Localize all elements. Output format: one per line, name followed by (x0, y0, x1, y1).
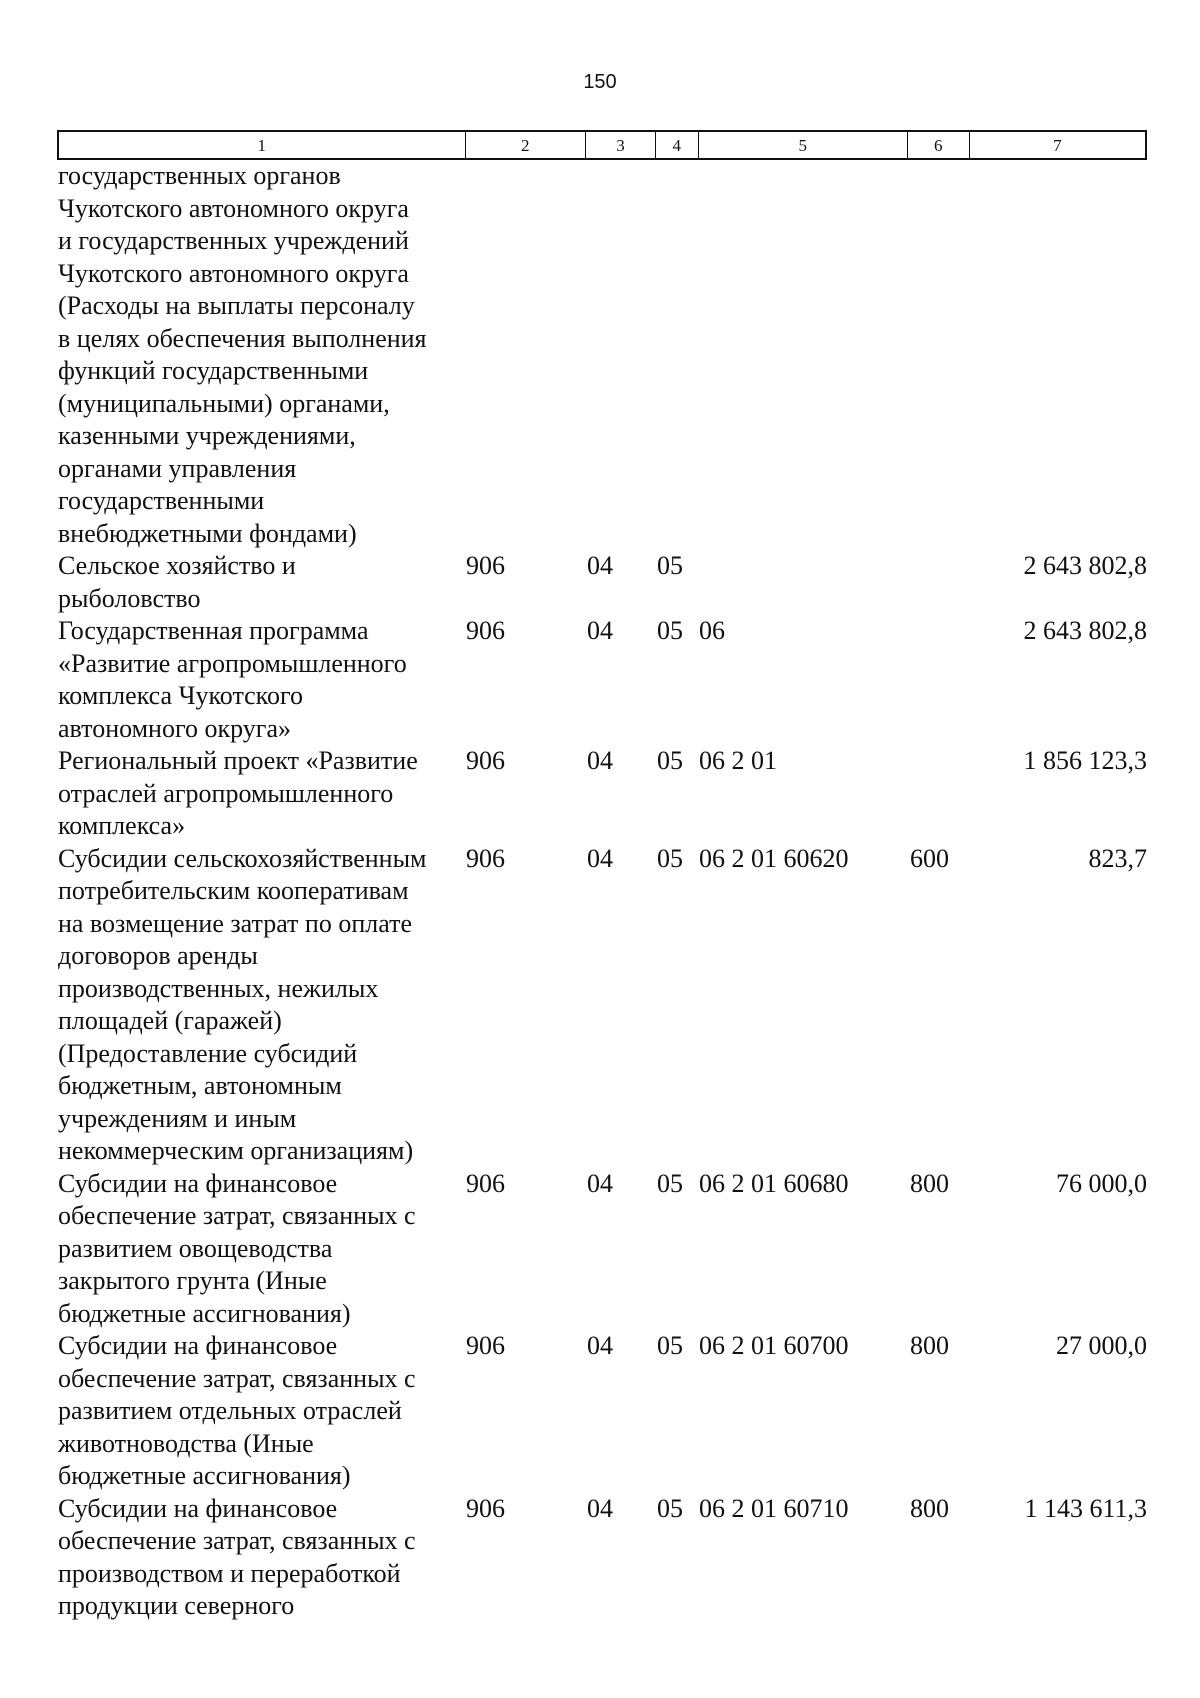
description-line: органами управления (58, 453, 297, 483)
description-line: государственных органов (58, 161, 341, 190)
description-line: казенными учреждениями, (58, 421, 356, 450)
description-line: (муниципальными) органами, (58, 388, 390, 418)
ministry-code: 906 (466, 746, 505, 775)
description-line: производственных, нежилых (58, 973, 379, 1003)
subsection-code: 05 (657, 1331, 683, 1360)
ministry-code: 906 (466, 843, 505, 873)
description-line: Государственная программа (58, 616, 369, 645)
expense-type-code: 800 (910, 1493, 949, 1523)
expense-type-code: 800 (910, 1168, 949, 1198)
description-line: продукции северного (58, 1591, 295, 1620)
header-cell-5: 5 (699, 132, 908, 158)
description-line: Сельское хозяйство и (58, 551, 296, 580)
row-description (57, 615, 465, 745)
header-cell-3: 3 (586, 132, 656, 158)
table-row (57, 615, 1147, 745)
amount: 2 643 802,8 (1023, 616, 1147, 645)
row-description (57, 1330, 465, 1493)
description-line: Чукотского автономного округа (58, 193, 409, 223)
description-line: закрытого грунта (Иные (58, 1266, 327, 1295)
header-cell-1: 1 (59, 132, 466, 158)
table-row (57, 843, 1147, 1168)
table-body (57, 160, 1147, 1623)
description-line: развитием овощеводства (58, 1233, 333, 1263)
description-line: бюджетные ассигнования) (58, 1461, 351, 1490)
budget-table (57, 130, 1147, 1623)
description-line: государственными (58, 486, 265, 515)
row-description (57, 1168, 465, 1331)
description-line: Чукотского автономного округа (58, 258, 409, 288)
ministry-code: 906 (466, 616, 505, 645)
header-cell-6: 6 (908, 132, 970, 158)
description-line: площадей (гаражей) (58, 1006, 282, 1035)
row-description (57, 160, 465, 550)
table-row (57, 1493, 1147, 1623)
target-article-code: 06 2 01 60700 (699, 1331, 849, 1360)
table-row (57, 1168, 1147, 1331)
section-code: 04 (587, 1493, 613, 1523)
description-line: Субсидии на финансовое (58, 1493, 338, 1523)
target-article-code: 06 2 01 60620 (699, 843, 849, 873)
page-number: 150 (583, 71, 617, 93)
expense-type-code (909, 615, 971, 745)
subsection-code: 05 (657, 616, 683, 645)
ministry-code: 906 (466, 1493, 505, 1523)
section-code: 04 (587, 551, 613, 580)
section-code: 04 (587, 1168, 613, 1198)
expense-type-code (909, 745, 971, 843)
description-line: бюджетным, автономным (58, 1071, 342, 1100)
description-line: Субсидии на финансовое (58, 1331, 338, 1360)
ministry-code: 906 (466, 551, 505, 580)
target-article-code: 06 2 01 60680 (699, 1168, 849, 1198)
section-code (586, 160, 656, 550)
description-line: производством и переработкой (58, 1558, 401, 1588)
description-line: на возмещение затрат по оплате (58, 908, 412, 938)
amount: 2 643 802,8 (1023, 551, 1147, 580)
amount: 27 000,0 (1056, 1331, 1147, 1360)
subsection-code (656, 160, 699, 550)
ministry-code (465, 160, 586, 550)
table-row (57, 160, 1147, 550)
target-article-code: 06 2 01 60710 (699, 1493, 849, 1523)
expense-type-code: 600 (910, 843, 949, 873)
description-line: потребительским кооперативам (58, 876, 409, 905)
description-line: отраслей агропромышленного (58, 778, 394, 808)
subsection-code: 05 (657, 1493, 683, 1523)
description-line: обеспечение затрат, связанных с (58, 1201, 416, 1230)
amount: 1 856 123,3 (1023, 746, 1147, 775)
description-line: автономного округа» (58, 713, 291, 743)
row-description (57, 843, 465, 1168)
table-row (57, 745, 1147, 843)
subsection-code: 05 (657, 1168, 683, 1198)
description-line: обеспечение затрат, связанных с (58, 1526, 416, 1555)
expense-type-code: 800 (910, 1331, 949, 1360)
amount: 1 143 611,3 (1024, 1493, 1147, 1523)
amount: 76 000,0 (1056, 1168, 1147, 1198)
description-line: рыболовство (58, 583, 201, 613)
description-line: (Предоставление субсидий (58, 1038, 358, 1068)
description-line: «Развитие агропромышленного (58, 648, 407, 678)
amount: 823,7 (1088, 843, 1147, 873)
target-article-code: 06 2 01 (699, 746, 777, 775)
description-line: бюджетные ассигнования) (58, 1298, 351, 1328)
row-description (57, 550, 465, 615)
description-line: Субсидии сельскохозяйственным (58, 843, 427, 873)
target-article-code (699, 550, 909, 615)
section-code: 04 (587, 1331, 613, 1360)
description-line: некоммерческим организациям) (58, 1136, 414, 1165)
header-cell-7: 7 (1053, 136, 1062, 155)
row-description (57, 745, 465, 843)
description-line: и государственных учреждений (58, 226, 409, 255)
subsection-code: 05 (657, 746, 683, 775)
description-line: функций государственными (58, 356, 369, 385)
header-cell-4: 4 (656, 132, 699, 158)
ministry-code: 906 (466, 1168, 505, 1198)
description-line: развитием отдельных отраслей (58, 1396, 402, 1425)
target-article-code: 06 (699, 616, 725, 645)
description-line: учреждениям и иным (58, 1103, 297, 1133)
description-line: (Расходы на выплаты персоналу (58, 291, 415, 320)
expense-type-code (909, 160, 971, 550)
header-cell-2: 2 (466, 132, 587, 158)
column-number-header (57, 130, 1147, 160)
description-line: Региональный проект «Развитие (58, 746, 418, 775)
subsection-code: 05 (657, 551, 683, 580)
description-line: в целях обеспечения выполнения (58, 323, 427, 353)
ministry-code: 906 (466, 1331, 505, 1360)
target-article-code (699, 160, 909, 550)
expense-type-code (909, 550, 971, 615)
row-description (57, 1493, 465, 1623)
description-line: комплекса» (58, 811, 186, 840)
amount (971, 160, 1147, 550)
section-code: 04 (587, 616, 613, 645)
description-line: Субсидии на финансовое (58, 1168, 338, 1198)
description-line: внебюджетными фондами) (58, 518, 357, 548)
description-line: животноводства (Иные (58, 1428, 314, 1458)
table-row (57, 550, 1147, 615)
description-line: обеспечение затрат, связанных с (58, 1363, 416, 1393)
section-code: 04 (587, 746, 613, 775)
description-line: договоров аренды (58, 941, 258, 970)
description-line: комплекса Чукотского (58, 681, 303, 710)
section-code: 04 (587, 843, 613, 873)
subsection-code: 05 (657, 843, 683, 873)
table-row (57, 1330, 1147, 1493)
